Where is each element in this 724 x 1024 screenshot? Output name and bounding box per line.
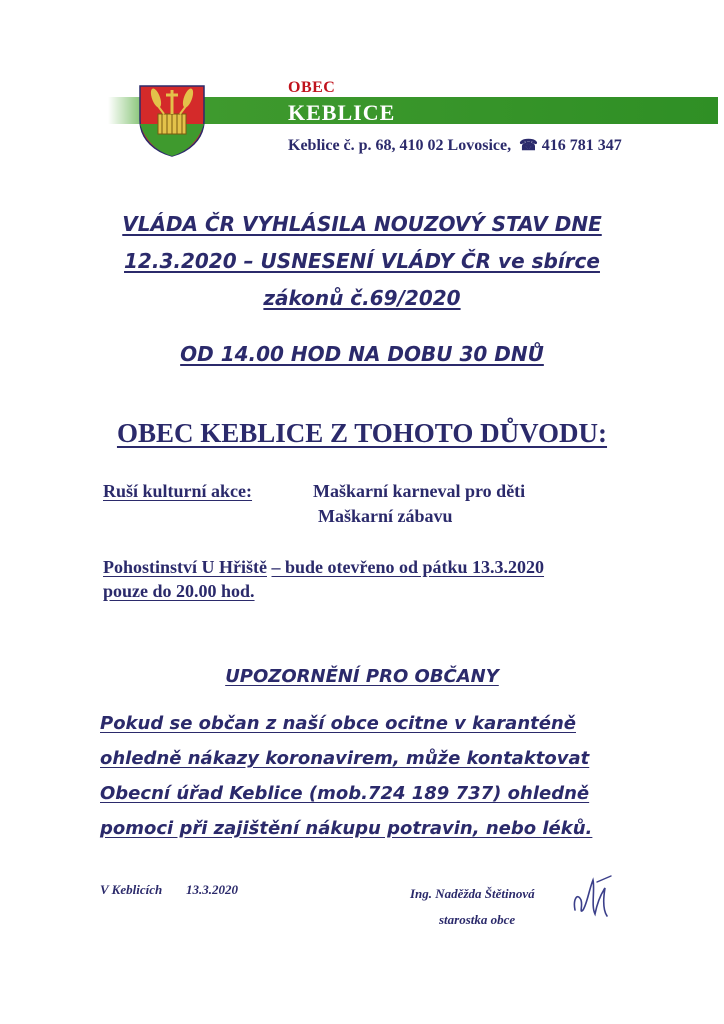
announcement-line: VLÁDA ČR VYHLÁSILA NOUZOVÝ STAV DNE — [122, 212, 602, 236]
announcement-block — [60, 206, 664, 317]
pub-notice — [103, 557, 544, 578]
address-line — [288, 136, 622, 155]
warning-line: Pokud se občan z naší obce ocitne v karanténě — [100, 713, 576, 734]
reason-heading: OBEC KEBLICE Z TOHOTO DŮVODU: — [116, 418, 608, 448]
signature-icon — [567, 870, 617, 925]
pub-text: – bude otevřeno od pátku 13.3.2020 — [271, 557, 545, 577]
pub-name: Pohostinství U Hřiště — [103, 557, 267, 577]
phone-number: 416 781 347 — [541, 137, 622, 154]
signer-role: starostka obce — [439, 912, 516, 927]
cancels-label: Ruší kulturní akce: — [103, 481, 253, 501]
signer-name: Ing. Naděžda Štětinová — [410, 886, 535, 901]
warning-line: Obecní úřad Keblice (mob.724 189 737) ohledně — [100, 783, 590, 804]
cancelled-event: Maškarní zábavu — [318, 506, 453, 526]
announcement-duration: OD 14.00 HOD NA DOBU 30 DNŮ — [180, 342, 544, 366]
warning-body — [100, 706, 660, 846]
municipality-name: KEBLICE — [288, 100, 396, 125]
telephone-icon: ☎ — [519, 138, 538, 154]
obec-label: OBEC — [288, 79, 336, 96]
cancelled-event: Maškarní karneval pro děti — [313, 481, 526, 501]
footer-date: 13.3.2020 — [186, 882, 238, 897]
announcement-line: 12.3.2020 – USNESENÍ VLÁDY ČR ve sbírce — [124, 249, 600, 273]
announcement-line: zákonů č.69/2020 — [263, 286, 461, 310]
address-text: Keblice č. p. 68, 410 02 Lovosice, — [288, 137, 512, 154]
pub-hours: pouze do 20.00 hod. — [103, 581, 255, 601]
warning-line: pomoci při zajištění nákupu potravin, nebo léků. — [100, 818, 593, 839]
warning-title: UPOZORNĚNÍ PRO OBČANY — [225, 666, 499, 687]
warning-line: ohledně nákazy koronavirem, může kontaktovat — [100, 748, 590, 769]
coat-of-arms-icon — [136, 80, 208, 158]
footer-place: V Keblicích — [100, 882, 163, 897]
